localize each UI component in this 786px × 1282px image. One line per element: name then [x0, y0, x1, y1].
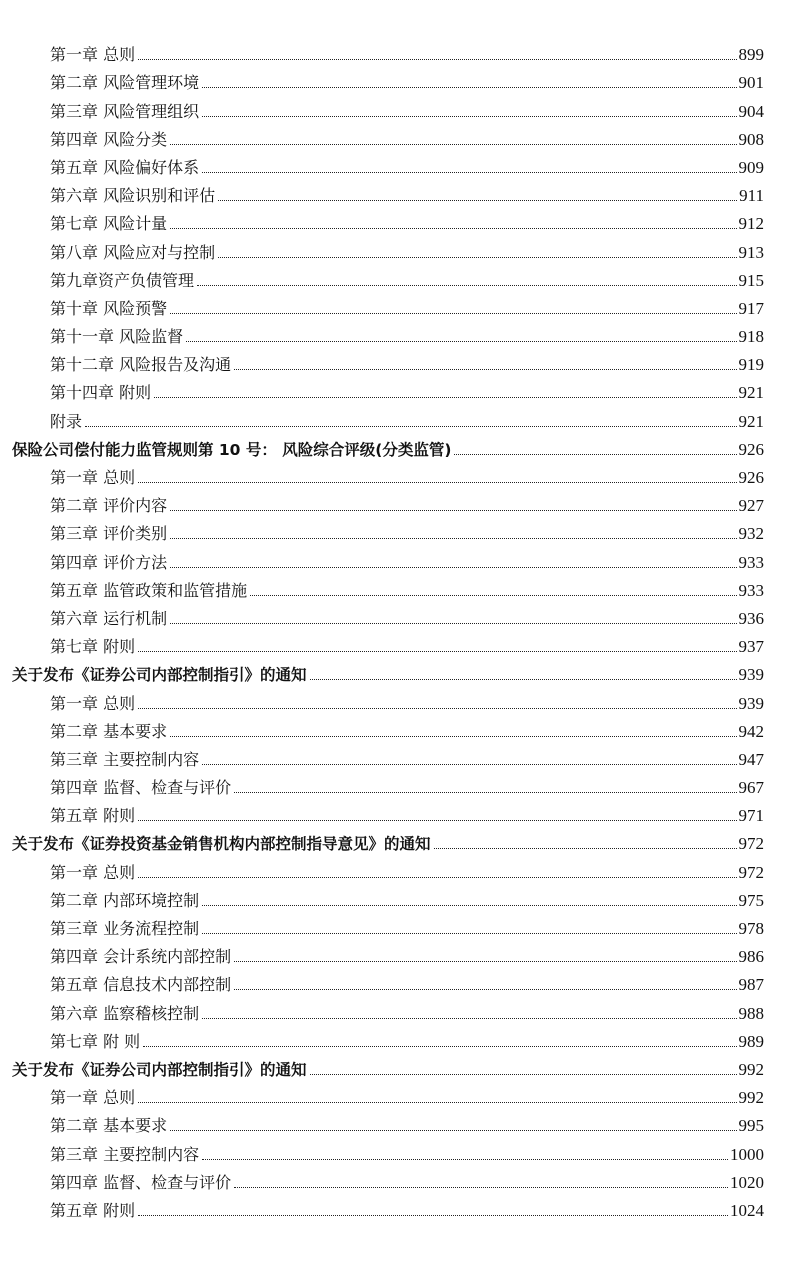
toc-page-number: 972: [738, 862, 764, 882]
toc-page-number: 933: [738, 580, 764, 600]
toc-page-number: 904: [738, 101, 764, 121]
dot-leader: [202, 116, 736, 117]
toc-chapter-entry[interactable]: [12, 178, 764, 206]
toc-entry-title: 第十四章 附则: [50, 383, 152, 403]
dot-leader: [202, 933, 736, 934]
toc-chapter-entry[interactable]: [12, 319, 764, 347]
toc-chapter-entry[interactable]: [12, 1024, 764, 1052]
toc-chapter-entry[interactable]: [12, 263, 764, 291]
toc-entry-title: 第六章 风险识别和评估: [50, 186, 216, 206]
dot-leader: [170, 510, 736, 511]
dot-leader: [170, 567, 736, 568]
toc-entry-title: 第二章 基本要求: [50, 721, 168, 741]
toc-page-number: 909: [738, 157, 764, 177]
toc-page-number: 919: [738, 355, 764, 375]
toc-entry-title: 第三章 业务流程控制: [50, 919, 200, 938]
dot-leader: [138, 651, 736, 652]
dot-leader: [454, 454, 736, 455]
toc-entry-title: 第五章 信息技术内部控制: [50, 975, 232, 995]
toc-chapter-entry[interactable]: [12, 122, 764, 150]
toc-chapter-entry[interactable]: [12, 798, 764, 826]
dot-leader: [143, 1046, 736, 1047]
toc-chapter-entry[interactable]: [12, 234, 764, 262]
dot-leader: [138, 708, 736, 709]
toc-page-number: 967: [738, 778, 764, 798]
toc-page-number: 926: [738, 439, 764, 459]
toc-page-number: 942: [738, 721, 764, 741]
dot-leader: [170, 313, 736, 314]
dot-leader: [234, 1187, 728, 1188]
toc-entry-title: 附录: [50, 411, 83, 431]
dot-leader: [186, 341, 736, 342]
toc-chapter-entry[interactable]: [12, 403, 764, 431]
toc-entry-title: 关于发布《证券公司内部控制指引》的通知: [12, 666, 307, 685]
toc-chapter-entry[interactable]: [12, 150, 764, 178]
toc-entry-title: 第四章 评价方法: [50, 552, 168, 572]
toc-chapter-entry[interactable]: [12, 911, 764, 939]
toc-entry-title: 第十二章 风险报告及沟通: [50, 355, 232, 375]
toc-page-number: 986: [738, 947, 764, 967]
toc-entry-title: 第五章 监管政策和监管措施: [50, 580, 248, 600]
toc-chapter-entry[interactable]: [12, 967, 764, 995]
toc-page-number: 912: [738, 214, 764, 234]
dot-leader: [202, 172, 736, 173]
toc-chapter-entry[interactable]: [12, 742, 764, 770]
toc-chapter-entry[interactable]: [12, 770, 764, 798]
toc-entry-title: 第五章 附则: [50, 806, 136, 826]
toc-chapter-entry[interactable]: [12, 1108, 764, 1136]
toc-chapter-entry[interactable]: [12, 291, 764, 319]
toc-chapter-entry[interactable]: [12, 629, 764, 657]
toc-page-number: 917: [738, 298, 764, 318]
toc-section-entry[interactable]: [12, 826, 764, 854]
toc-page-number: 978: [738, 919, 764, 938]
toc-chapter-entry[interactable]: [12, 347, 764, 375]
toc-page-number: 992: [738, 1088, 764, 1108]
toc-page-number: 995: [738, 1116, 764, 1136]
toc-entry-title: 第五章 风险偏好体系: [50, 157, 200, 177]
toc-entry-title: 关于发布《证券投资基金销售机构内部控制指导意见》的通知: [12, 835, 431, 854]
dot-leader: [310, 679, 737, 680]
toc-page-number: 971: [738, 806, 764, 826]
toc-entry-title: 关于发布《证券公司内部控制指引》的通知: [12, 1060, 307, 1079]
toc-entry-title: 第七章 风险计量: [50, 214, 168, 234]
dot-leader: [138, 1102, 736, 1103]
toc-page-number: 926: [738, 468, 764, 487]
toc-entry-title: 第一章 总则: [50, 1088, 136, 1108]
dot-leader: [218, 200, 737, 201]
dot-leader: [234, 792, 736, 793]
toc-chapter-entry[interactable]: [12, 573, 764, 601]
dot-leader: [170, 623, 736, 624]
toc-entry-title: 第二章 基本要求: [50, 1116, 168, 1136]
toc-section-entry[interactable]: [12, 432, 764, 460]
dot-leader: [138, 877, 736, 878]
toc-chapter-entry[interactable]: [12, 93, 764, 121]
toc-entry-title: 第一章 总则: [50, 862, 136, 882]
toc-page-number: 947: [738, 749, 764, 769]
dot-leader: [138, 482, 736, 483]
dot-leader: [154, 397, 736, 398]
dot-leader: [202, 905, 736, 906]
toc-chapter-entry[interactable]: [12, 544, 764, 572]
toc-page-number: 975: [738, 890, 764, 910]
toc-page-number: 939: [738, 693, 764, 713]
toc-page-number: 972: [738, 834, 764, 854]
dot-leader: [197, 285, 736, 286]
toc-page-number: 927: [738, 496, 764, 516]
dot-leader: [234, 989, 736, 990]
toc-chapter-entry[interactable]: [12, 995, 764, 1023]
toc-page-number: 918: [738, 327, 764, 347]
toc-chapter-entry[interactable]: [12, 65, 764, 93]
dot-leader: [170, 228, 736, 229]
toc-entry-title: 第一章 总则: [50, 45, 136, 65]
toc-chapter-entry[interactable]: [12, 206, 764, 234]
toc-entry-title: 第二章 风险管理环境: [50, 73, 200, 93]
toc-entry-title: 第七章 附 则: [50, 1031, 141, 1051]
toc-page-number: 1020: [730, 1172, 764, 1192]
toc-chapter-entry[interactable]: [12, 375, 764, 403]
dot-leader: [138, 1215, 728, 1216]
toc-page-number: 913: [738, 242, 764, 262]
toc-entry-title: 第七章 附则: [50, 637, 136, 657]
dot-leader: [170, 538, 736, 539]
toc-section-entry[interactable]: [12, 657, 764, 685]
toc-entry-title: 第四章 风险分类: [50, 129, 168, 149]
toc-entry-title: 第三章 主要控制内容: [50, 749, 200, 769]
toc-entry-title: 保险公司偿付能力监管规则第 10 号： 风险综合评级(分类监管): [12, 440, 452, 459]
dot-leader: [218, 257, 736, 258]
toc-page-number: 987: [738, 975, 764, 995]
dot-leader: [170, 1130, 736, 1131]
toc-entry-title: 第五章 附则: [50, 1200, 136, 1220]
dot-leader: [310, 1074, 737, 1075]
dot-leader: [202, 87, 736, 88]
toc-chapter-entry[interactable]: [12, 601, 764, 629]
toc-entry-title: 第四章 监督、检查与评价: [50, 778, 232, 798]
toc-entry-title: 第四章 监督、检查与评价: [50, 1172, 232, 1192]
toc-page-number: 936: [738, 608, 764, 628]
toc-chapter-entry[interactable]: [12, 939, 764, 967]
toc-chapter-entry[interactable]: [12, 1080, 764, 1108]
toc-entry-title: 第十一章 风险监督: [50, 327, 184, 347]
toc-entry-title: 第一章 总则: [50, 693, 136, 713]
toc-chapter-entry[interactable]: [12, 1193, 764, 1221]
toc-chapter-entry[interactable]: [12, 854, 764, 882]
toc-entry-title: 第八章 风险应对与控制: [50, 242, 216, 262]
toc-entry-title: 第三章 主要控制内容: [50, 1144, 200, 1164]
toc-page-number: 932: [738, 524, 764, 544]
toc-page-number: 911: [739, 186, 764, 206]
toc-page-number: 1000: [730, 1144, 764, 1164]
dot-leader: [138, 59, 736, 60]
toc-entry-title: 第一章 总则: [50, 468, 136, 487]
toc-page-number: 908: [738, 129, 764, 149]
toc-chapter-entry[interactable]: [12, 685, 764, 713]
dot-leader: [85, 426, 736, 427]
dot-leader: [170, 144, 736, 145]
toc-page-number: 939: [738, 665, 764, 685]
dot-leader: [138, 820, 736, 821]
toc-chapter-entry[interactable]: [12, 488, 764, 516]
toc-entry-title: 第二章 内部环境控制: [50, 890, 200, 910]
toc-entry-title: 第三章 风险管理组织: [50, 101, 200, 121]
toc-page-number: 915: [738, 270, 764, 290]
toc-entry-title: 第九章资产负债管理: [50, 270, 195, 290]
dot-leader: [202, 764, 736, 765]
toc-chapter-entry[interactable]: [12, 460, 764, 488]
toc-page-number: 937: [738, 637, 764, 657]
toc-chapter-entry[interactable]: [12, 516, 764, 544]
dot-leader: [234, 961, 736, 962]
dot-leader: [434, 848, 737, 849]
dot-leader: [202, 1018, 736, 1019]
toc-chapter-entry[interactable]: [12, 1136, 764, 1164]
dot-leader: [202, 1159, 728, 1160]
toc-entry-title: 第六章 监察稽核控制: [50, 1003, 200, 1023]
toc-section-entry[interactable]: [12, 1052, 764, 1080]
toc-page-number: 901: [738, 73, 764, 93]
dot-leader: [234, 369, 736, 370]
dot-leader: [250, 595, 736, 596]
toc-page-number: 989: [738, 1031, 764, 1051]
toc-entry-title: 第六章 运行机制: [50, 608, 168, 628]
toc-page-number: 992: [738, 1059, 764, 1079]
dot-leader: [170, 736, 736, 737]
toc-page-number: 1024: [730, 1200, 764, 1220]
toc-page-number: 921: [738, 411, 764, 431]
table-of-contents: [12, 37, 764, 1221]
toc-entry-title: 第十章 风险预警: [50, 298, 168, 318]
toc-chapter-entry[interactable]: [12, 37, 764, 65]
toc-chapter-entry[interactable]: [12, 883, 764, 911]
toc-page-number: 988: [738, 1003, 764, 1023]
toc-chapter-entry[interactable]: [12, 714, 764, 742]
toc-entry-title: 第四章 会计系统内部控制: [50, 947, 232, 967]
toc-entry-title: 第三章 评价类别: [50, 524, 168, 544]
toc-page-number: 921: [738, 383, 764, 403]
toc-page-number: 899: [738, 45, 764, 65]
toc-page-number: 933: [738, 552, 764, 572]
toc-chapter-entry[interactable]: [12, 1165, 764, 1193]
toc-entry-title: 第二章 评价内容: [50, 496, 168, 516]
